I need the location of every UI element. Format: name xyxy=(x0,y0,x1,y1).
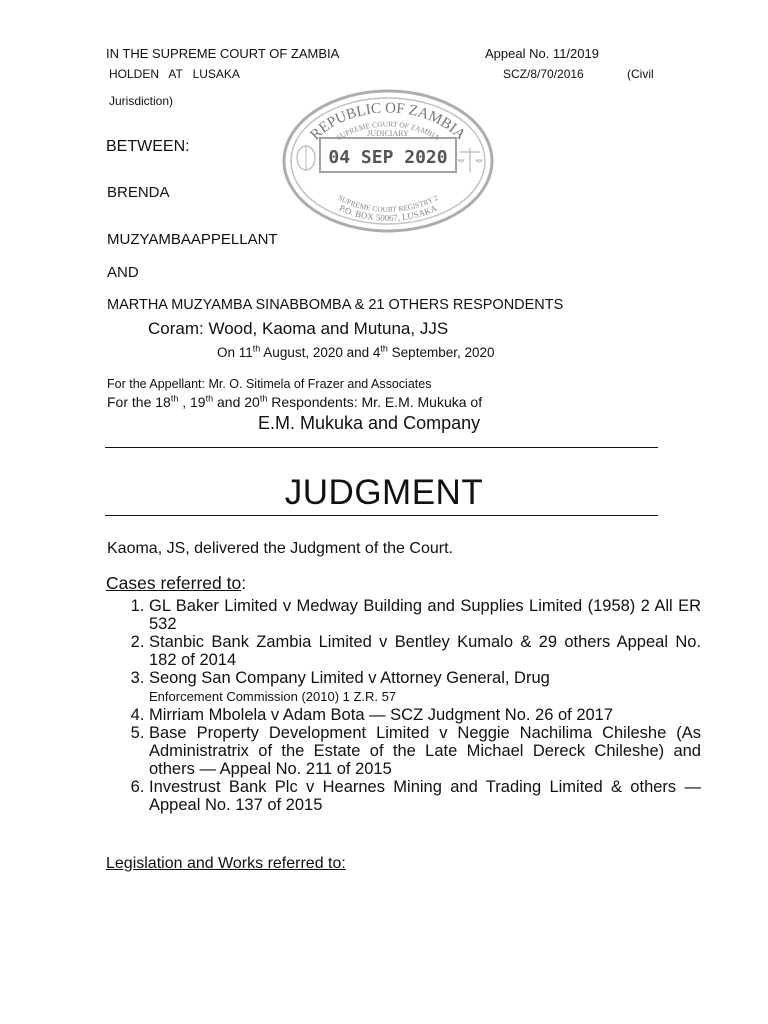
case-continuation: Enforcement Commission (2010) 1 Z.R. 57 xyxy=(149,689,397,704)
court-name: IN THE SUPREME COURT OF ZAMBIA xyxy=(106,46,340,61)
counsel-firm: E.M. Mukuka and Company xyxy=(258,413,481,433)
scz-number: SCZ/8/70/2016 xyxy=(503,67,584,81)
list-item: 1. GL Baker Limited v Medway Building and Supplies Limited (1958) 2 All ER 532 xyxy=(149,597,701,633)
stamp-registry: SUPREME COURT REGISTRY 2 xyxy=(336,193,440,214)
stamp-date: 04 SEP 2020 xyxy=(328,147,448,168)
page-title: JUDGMENT xyxy=(284,473,484,512)
divider-bottom xyxy=(105,515,658,516)
stamp-box: P.O. BOX 50067, LUSAKA xyxy=(337,202,439,223)
cases-list xyxy=(106,597,701,814)
legislation-heading: Legislation and Works referred to: xyxy=(106,855,346,872)
stamp-scales-icon xyxy=(458,148,482,172)
stamp-judiciary: JUDICIARY xyxy=(367,129,409,138)
list-item: 2. Stanbic Bank Zambia Limited v Bentley Kumalo & 29 others Appeal No. 182 of 2014 xyxy=(149,633,701,669)
appellant-name-first: BRENDA xyxy=(107,184,170,201)
coram: Coram: Wood, Kaoma and Mutuna, JJS xyxy=(148,319,449,338)
stamp-court: SUPREME COURT OF ZAMBIA xyxy=(334,119,442,143)
appeal-number: Appeal No. 11/2019 xyxy=(485,46,599,61)
divider-top xyxy=(105,447,658,448)
list-item: 4. Mirriam Mbolela v Adam Bota — SCZ Judgment No. 26 of 2017 xyxy=(149,706,701,724)
list-item: 5. Base Property Development Limited v Neggie Nachilima Chileshe (As Administratrix of the Estate of the Late Michael Dereck Chileshe) and others — Appeal No. 211 of 2015 xyxy=(149,724,701,778)
appellant-counsel: For the Appellant: Mr. O. Sitimela of Frazer and Associates xyxy=(107,377,432,391)
and-label: AND xyxy=(107,264,139,281)
court-stamp xyxy=(278,86,498,236)
holden-at: HOLDEN AT LUSAKA xyxy=(109,67,240,81)
list-item: 6. Investrust Bank Plc v Hearnes Mining and Trading Limited & others — Appeal No. 137 of 2015 xyxy=(149,778,701,814)
respondents-counsel: For the 18th , 19th and 20th Respondents: Mr. E.M. Mukuka of xyxy=(107,393,483,410)
between-label: BETWEEN: xyxy=(106,138,190,155)
respondents: MARTHA MUZYAMBA SINABBOMBA & 21 OTHERS RESPONDENTS xyxy=(107,297,564,313)
appellant-name-second: MUZYAMBAAPPELLANT xyxy=(107,231,278,248)
civil-label: (Civil xyxy=(627,67,654,81)
jurisdiction-label: Jurisdiction) xyxy=(109,94,174,108)
stamp-republic: REPUBLIC OF ZAMBIA xyxy=(307,100,469,144)
hearing-dates: On 11th August, 2020 and 4th September, 2020 xyxy=(217,343,495,360)
cases-heading: Cases referred to: xyxy=(106,573,247,593)
delivered-by: Kaoma, JS, delivered the Judgment of the Court. xyxy=(107,540,453,557)
list-item: 3. Seong San Company Limited v Attorney General, Drug Enforcement Commission (2010) 1 Z.R. 57 xyxy=(149,669,701,706)
stamp-crest-icon xyxy=(297,146,315,170)
